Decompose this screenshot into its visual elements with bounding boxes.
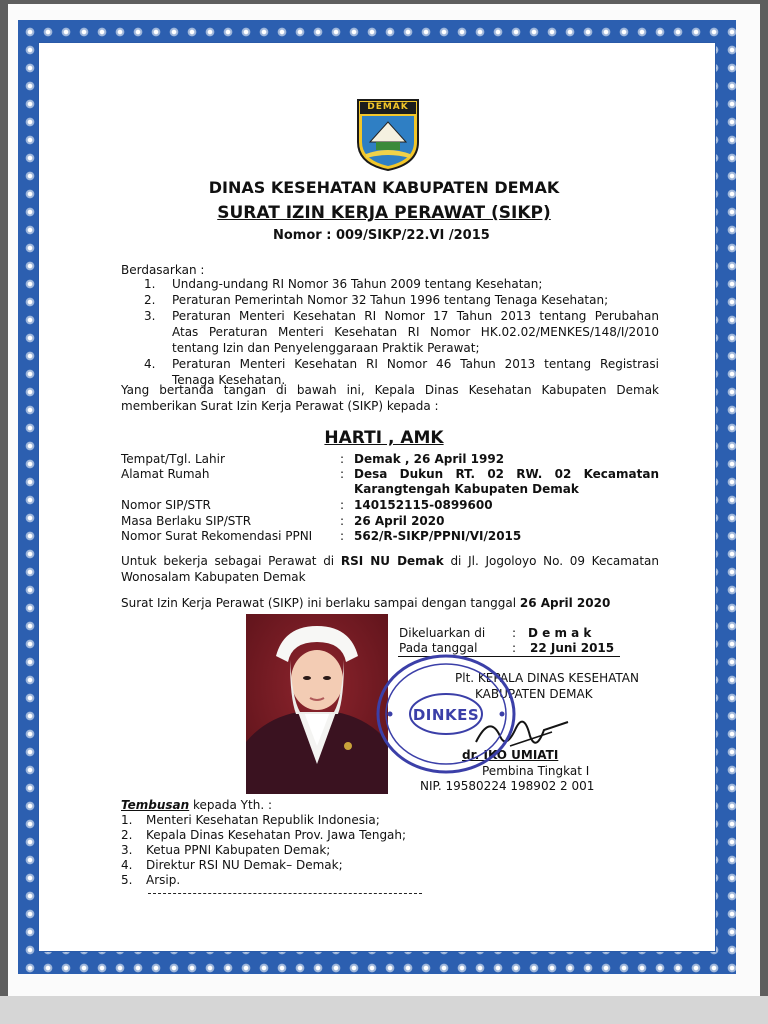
statement-line: memberikan Surat Izin Kerja Perawat (SIKP) kepada : (121, 399, 439, 413)
number-label: Nomor (273, 228, 322, 243)
detail-label: Nomor Surat Rekomendasi PPNI (121, 529, 313, 543)
stamp-center-text: DINKES (412, 706, 480, 724)
list-text: Kepala Dinas Kesehatan Prov. Jawa Tengah; (146, 828, 407, 842)
statement-line: Yang bertanda tangan di bawah ini, Kepala Dinas Kesehatan Kabupaten Demak (121, 383, 659, 397)
validity-text: Surat Izin Kerja Perawat (SIKP) ini berlaku sampai dengan tanggal (121, 596, 520, 610)
signatory-nip: NIP. 19580224 198902 2 001 (420, 779, 595, 793)
issue-date-label: Pada tanggal (399, 641, 478, 655)
document-title (0, 203, 768, 223)
list-item (144, 293, 659, 309)
list-text: Tenaga Kesehatan. (172, 373, 286, 387)
validity-date: 26 April 2020 (519, 596, 611, 610)
detail-label: Alamat Rumah (121, 467, 210, 481)
list-text: Peraturan Menteri Kesehatan RI Nomor 17 Tahun 2013 tentang Perubahan (172, 309, 659, 323)
list-text: Arsip. (146, 873, 181, 887)
official-stamp (375, 653, 517, 775)
holder-name-text: HARTI , AMK (324, 428, 444, 448)
list-text: Ketua PPNI Kabupaten Demak; (146, 843, 331, 857)
detail-value: 26 April 2020 (354, 514, 445, 528)
validity-line (121, 596, 610, 611)
issue-date-value: 22 Juni 2015 (530, 641, 615, 655)
list-text: Menteri Kesehatan Republik Indonesia; (146, 813, 380, 827)
detail-label: Tempat/Tgl. Lahir (121, 452, 225, 466)
list-number: 4. (121, 858, 133, 872)
issue-place-value: D e m a k (528, 626, 592, 640)
list-number: 2. (144, 293, 156, 307)
detail-value: Karangtengah Kabupaten Demak (354, 482, 579, 496)
list-item (121, 873, 521, 888)
signatory-name: dr. IKO UMIATI (462, 748, 559, 762)
list-text: Peraturan Menteri Kesehatan RI Nomor 46 Tahun 2013 tentang Registrasi (172, 357, 659, 371)
list-number: 3. (121, 843, 133, 857)
list-item (121, 843, 521, 858)
work-line (121, 554, 659, 569)
list-text: Direktur RSI NU Demak– Demak; (146, 858, 343, 872)
detail-label: Masa Berlaku SIP/STR (121, 514, 252, 528)
document-number: Nomor : 009/SIKP/22.VI /2015 (273, 228, 490, 243)
list-item (144, 277, 659, 293)
list-item (121, 813, 521, 828)
list-item (121, 828, 521, 843)
list-number: 2. (121, 828, 133, 842)
detail-value: 562/R-SIKP/PPNI/VI/2015 (354, 529, 522, 543)
copies-heading (121, 798, 272, 813)
copies-title: Tembusan (121, 798, 190, 812)
basis-intro: Berdasarkan : (121, 263, 205, 277)
copies-divider (148, 893, 422, 894)
regency-crest (356, 98, 420, 172)
list-item (144, 309, 659, 357)
crest-label: DEMAK (367, 102, 409, 112)
detail-value: Demak , 26 April 1992 (354, 452, 505, 466)
list-number: 5. (121, 873, 133, 887)
work-text: Untuk bekerja sebagai Perawat di (121, 554, 341, 568)
number-value: 009/SIKP/22.VI /2015 (335, 228, 490, 243)
list-text: Peraturan Pemerintah Nomor 32 Tahun 1996 tentang Tenaga Kesehatan; (172, 293, 609, 307)
document-title-text: SURAT IZIN KERJA PERAWAT (SIKP) (217, 203, 551, 223)
work-text: di Jl. Jogoloyo No. 09 Kecamatan (443, 554, 659, 568)
issue-place-label: Dikeluarkan di (399, 626, 486, 640)
signatory-position: Plt. KEPALA DINAS KESEHATAN (455, 671, 639, 685)
list-text: tentang Izin dan Penyelenggaraan Praktik Perawat; (172, 341, 480, 355)
list-number: 4. (144, 357, 156, 371)
list-number: 1. (121, 813, 133, 827)
detail-label: Nomor SIP/STR (121, 498, 211, 512)
workplace-name: RSI NU Demak (340, 554, 444, 568)
holder-photo (246, 614, 388, 794)
signatory-rank: Pembina Tingkat I (482, 764, 590, 778)
agency-name: DINAS KESEHATAN KABUPATEN DEMAK (208, 178, 560, 197)
list-item (121, 858, 521, 873)
signatory-office: KABUPATEN DEMAK (475, 687, 593, 701)
copies-list (121, 813, 521, 888)
page-shadow (0, 996, 768, 1024)
list-number: 1. (144, 277, 156, 291)
list-number: 3. (144, 309, 156, 323)
detail-value: 140152115-0899600 (354, 498, 493, 512)
copies-title-rest: kepada Yth. : (189, 798, 272, 812)
work-line: Wonosalam Kabupaten Demak (121, 570, 306, 584)
detail-value: Desa Dukun RT. 02 RW. 02 Kecamatan (354, 467, 659, 481)
basis-list (144, 277, 659, 389)
list-text: Atas Peraturan Menteri Kesehatan RI Nomor HK.02.02/MENKES/148/I/2010 (172, 325, 659, 339)
holder-name (0, 428, 768, 448)
list-text: Undang-undang RI Nomor 36 Tahun 2009 tentang Kesehatan; (172, 277, 543, 291)
